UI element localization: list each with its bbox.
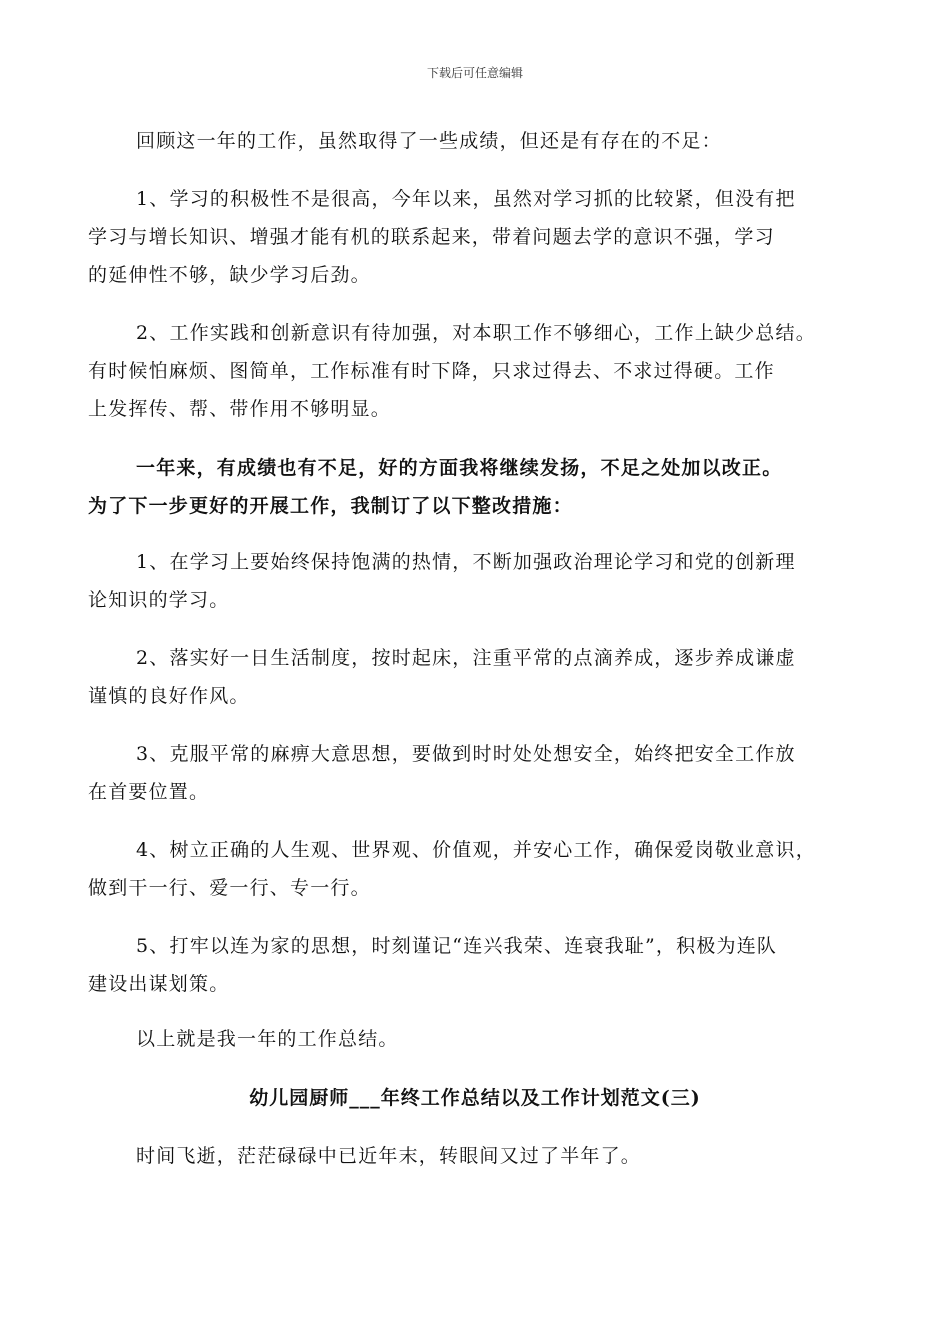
summary-bold-line: 一年来，有成绩也有不足，好的方面我将继续发扬，不足之处加以改正。 <box>136 457 783 479</box>
measure-2-line: 2、落实好一日生活制度，按时起床，注重平常的点滴养成，逐步养成谦虚 <box>136 647 796 669</box>
closing-paragraph: 以上就是我一年的工作总结。 <box>136 1028 399 1050</box>
measure-3-line: 在首要位置。 <box>88 781 210 803</box>
measure-5-line: 建设出谋划策。 <box>88 973 230 995</box>
measure-1-line: 论知识的学习。 <box>88 589 230 611</box>
paragraph-intro: 回顾这一年的工作，虽然取得了一些成绩，但还是有存在的不足： <box>136 130 722 152</box>
measure-5-line: 5、打牢以连为家的思想，时刻谨记“连兴我荣、连衰我耻”，积极为连队 <box>136 935 778 957</box>
section-title: 幼儿园厨师___年终工作总结以及工作计划范文(三) <box>249 1087 701 1109</box>
page-header: 下载后可任意编辑 <box>426 66 523 80</box>
shortcoming-1-line: 学习与增长知识、增强才能有机的联系起来，带着问题去学的意识不强，学习 <box>88 226 775 248</box>
paragraph-opening: 时间飞逝，茫茫碌碌中已近年末，转眼间又过了半年了。 <box>136 1145 642 1167</box>
shortcoming-2-line: 上发挥传、帮、带作用不够明显。 <box>88 398 392 420</box>
measure-4-line: 做到干一行、爱一行、专一行。 <box>88 877 371 899</box>
measure-2-line: 谨慎的良好作风。 <box>88 685 250 707</box>
shortcoming-2-line: 2、工作实践和创新意识有待加强，对本职工作不够细心，工作上缺少总结。 <box>136 322 816 344</box>
shortcoming-1-line: 的延伸性不够，缺少学习后劲。 <box>88 264 371 286</box>
summary-bold-line: 为了下一步更好的开展工作，我制订了以下整改措施： <box>88 495 573 517</box>
measure-4-line: 4、树立正确的人生观、世界观、价值观，并安心工作，确保爱岗敬业意识， <box>136 839 816 861</box>
shortcoming-2-line: 有时候怕麻烦、图简单，工作标准有时下降，只求过得去、不求过得硬。工作 <box>88 360 775 382</box>
measure-3-line: 3、克服平常的麻痹大意思想，要做到时时处处想安全，始终把安全工作放 <box>136 743 796 765</box>
shortcoming-1-line: 1、学习的积极性不是很高，今年以来，虽然对学习抓的比较紧，但没有把 <box>136 188 796 210</box>
measure-1-line: 1、在学习上要始终保持饱满的热情，不断加强政治理论学习和党的创新理 <box>136 551 796 573</box>
